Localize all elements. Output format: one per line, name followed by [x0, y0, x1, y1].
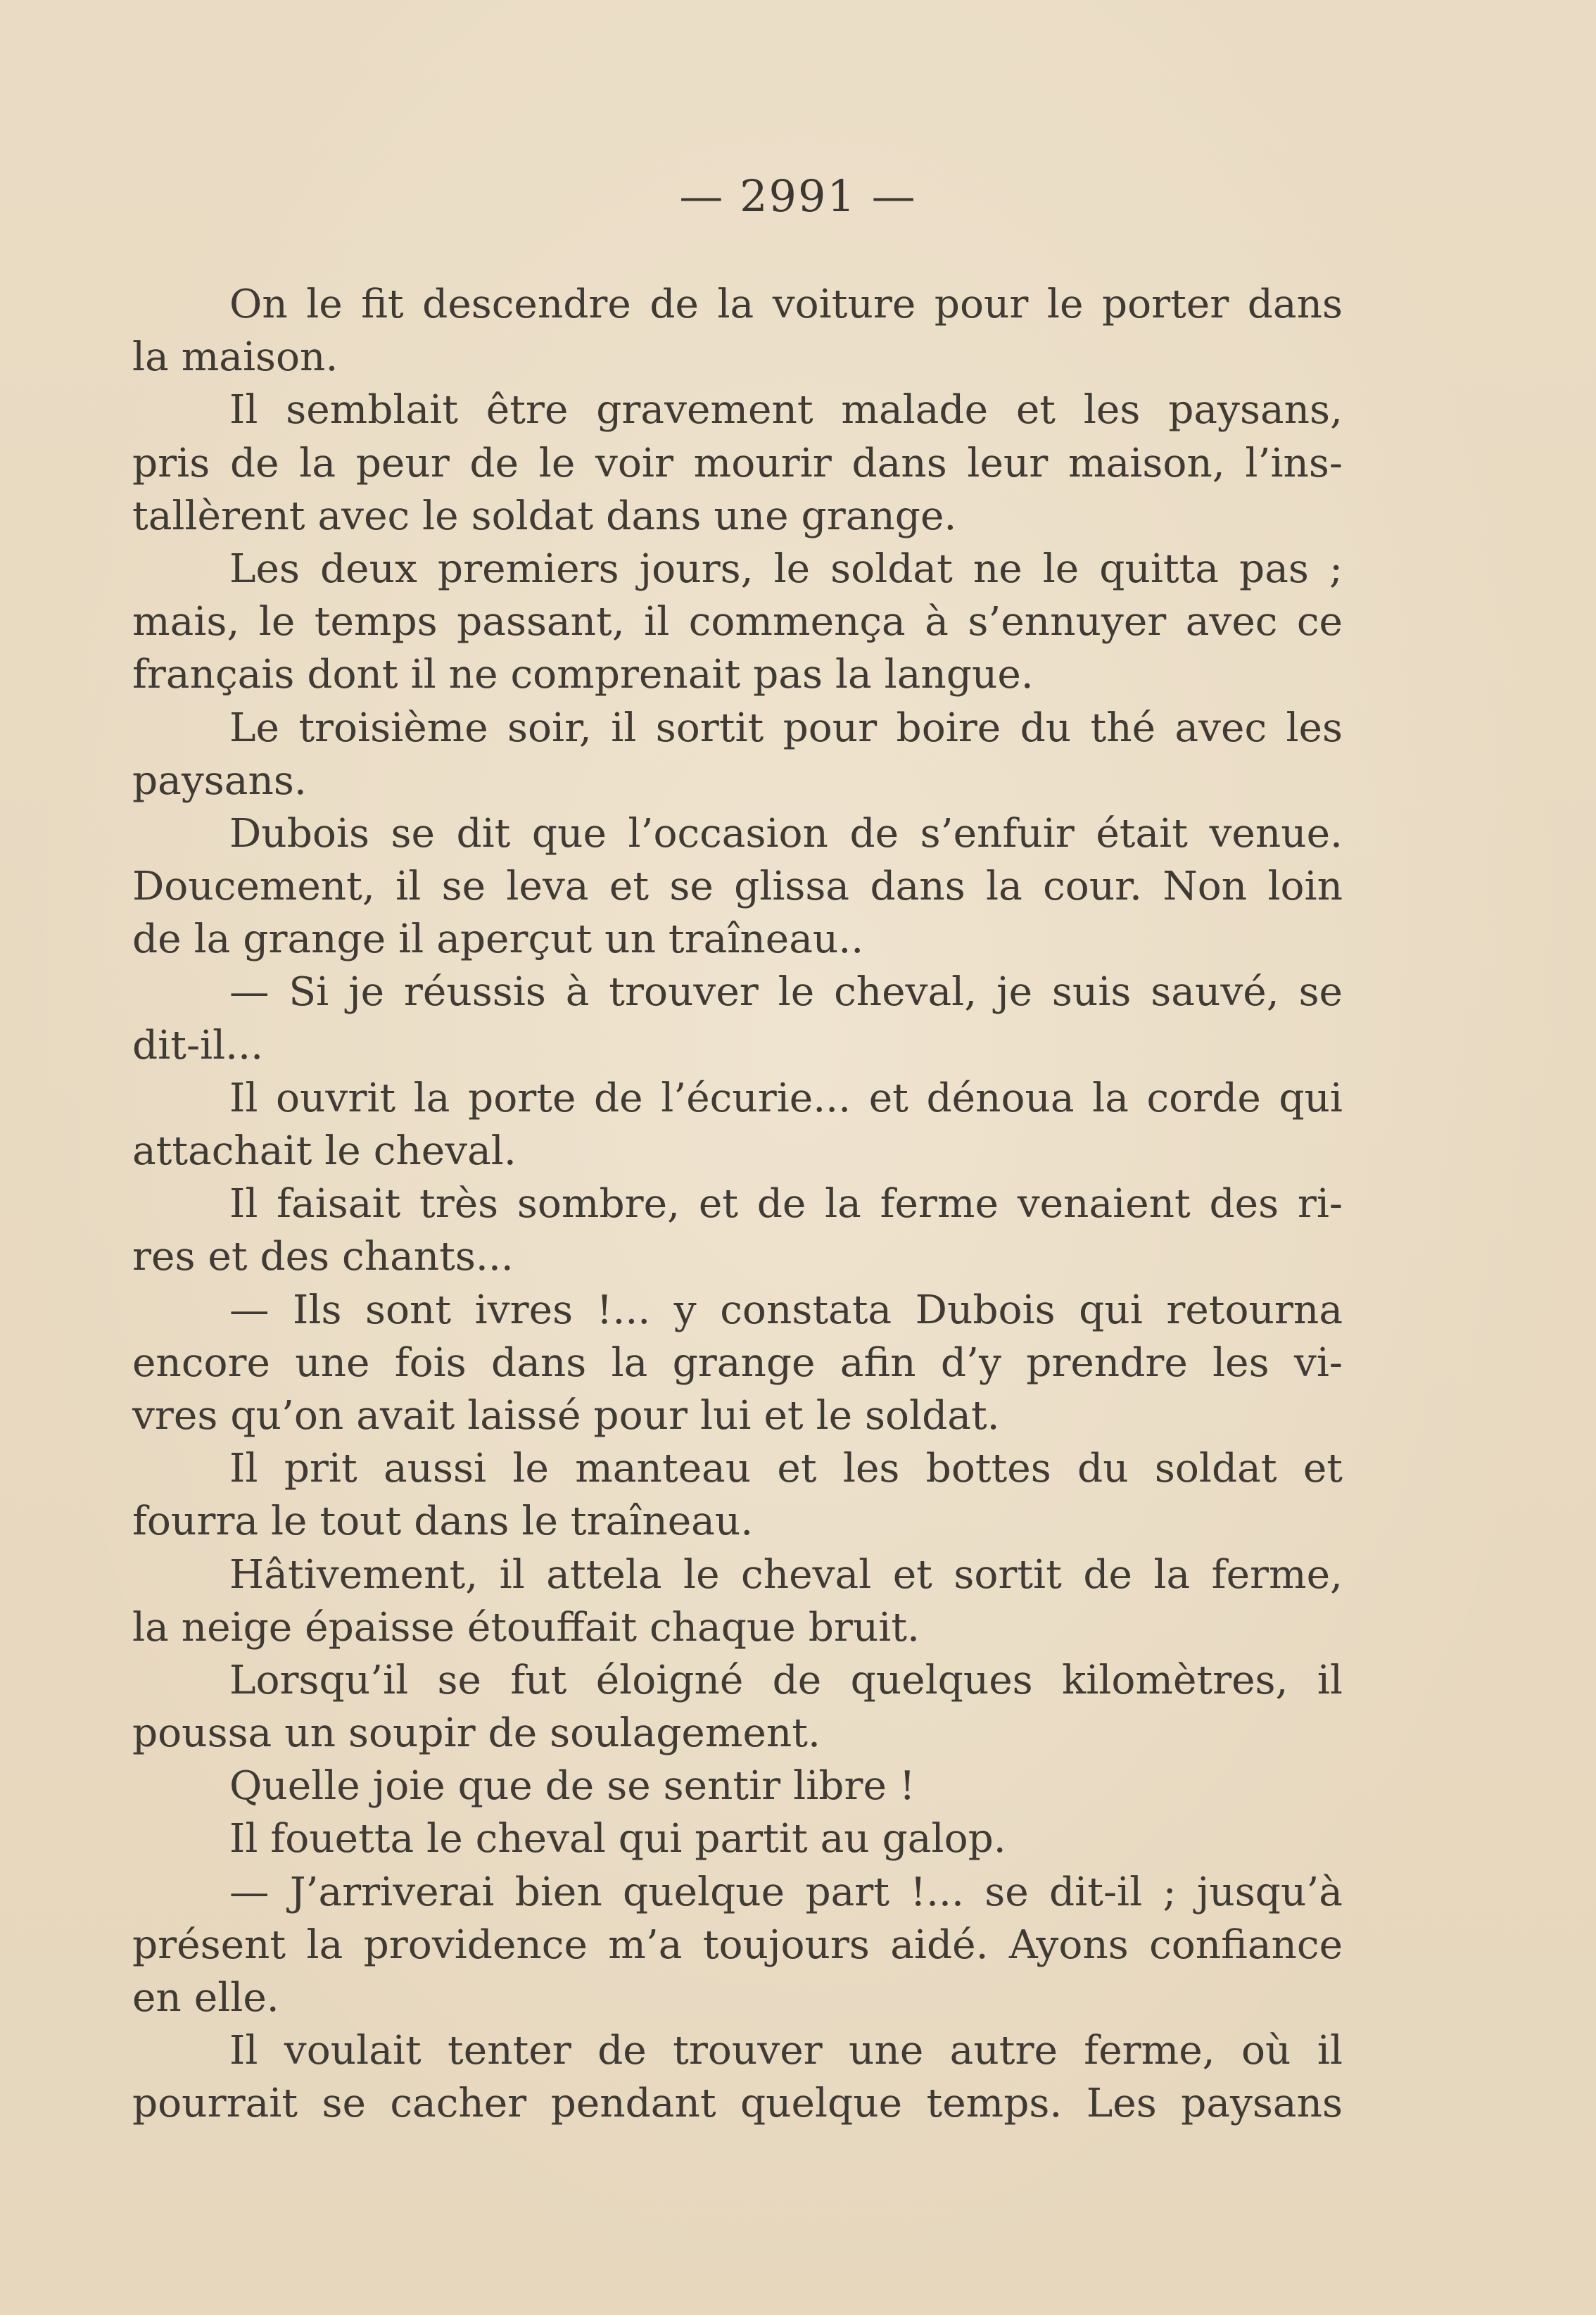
text-line: res et des chants...: [132, 1234, 514, 1280]
text-line: Lorsqu’il se fut éloigné de quelques kilomètres, il: [229, 1657, 1343, 1703]
text-line: de la grange il aperçut un traîneau..: [132, 916, 864, 963]
body-text: [132, 278, 1343, 2131]
text-line: Il voulait tenter de trouver une autre ferme, où il: [229, 2028, 1343, 2074]
text-line: Il faisait très sombre, et de la ferme venaient des ri-: [229, 1181, 1343, 1228]
text-line: Quelle joie que de se sentir libre !: [229, 1763, 916, 1810]
text-line: On le fit descendre de la voiture pour le porter dans: [229, 282, 1343, 327]
text-line: — J’arriverai bien quelque part !... se dit-il ; jusqu’à: [229, 1869, 1343, 1915]
text-line: Hâtivement, il attela le cheval et sortit de la ferme,: [229, 1551, 1343, 1598]
text-line: Il fouetta le cheval qui partit au galop.: [229, 1816, 1006, 1862]
text-line: français dont il ne comprenait pas la langue.: [132, 652, 1034, 698]
text-line: Il ouvrit la porte de l’écurie... et dénoua la corde qui: [229, 1075, 1343, 1121]
text-line: Il prit aussi le manteau et les bottes du soldat et: [229, 1446, 1343, 1492]
text-line: mais, le temps passant, il commença à s’ennuyer avec ce: [132, 599, 1343, 645]
text-line: — Ils sont ivres !... y constata Dubois qui retourna: [229, 1287, 1343, 1333]
text-line: encore une fois dans la grange afin d’y prendre les vi-: [132, 1339, 1343, 1386]
text-line: présent la providence m’a toujours aidé. Ayons confiance: [132, 1922, 1343, 1968]
text-line: — Si je réussis à trouver le cheval, je suis sauvé, se: [229, 969, 1343, 1016]
text-line: pourrait se cacher pendant quelque temps. Les paysans: [132, 2081, 1343, 2127]
text-line: en elle.: [132, 1975, 279, 2021]
text-line: paysans.: [132, 757, 307, 804]
text-line: dit-il...: [132, 1022, 264, 1068]
text-line: vres qu’on avait laissé pour lui et le soldat.: [132, 1392, 1000, 1439]
text-line: Le troisième soir, il sortit pour boire du thé avec les: [229, 705, 1343, 751]
text-line: tallèrent avec le soldat dans une grange.: [132, 493, 957, 539]
text-line: attachait le cheval.: [132, 1128, 517, 1174]
text-line: Doucement, il se leva et se glissa dans la cour. Non loin: [132, 864, 1343, 910]
text-line: fourra le tout dans le traîneau.: [132, 1499, 754, 1545]
text-line: la neige épaisse étouffait chaque bruit.: [132, 1604, 920, 1651]
text-line: pris de la peur de le voir mourir dans leur maison, l’ins-: [132, 440, 1343, 486]
text-line: la maison.: [132, 334, 338, 381]
page-number: — 2991 —: [679, 170, 917, 222]
text-line: Dubois se dit que l’occasion de s’enfuir était venue.: [229, 810, 1343, 857]
text-line: Il semblait être gravement malade et les paysans,: [229, 387, 1343, 434]
text-line: Les deux premiers jours, le soldat ne le quitta pas ;: [229, 545, 1343, 592]
text-line: poussa un soupir de soulagement.: [132, 1710, 821, 1757]
